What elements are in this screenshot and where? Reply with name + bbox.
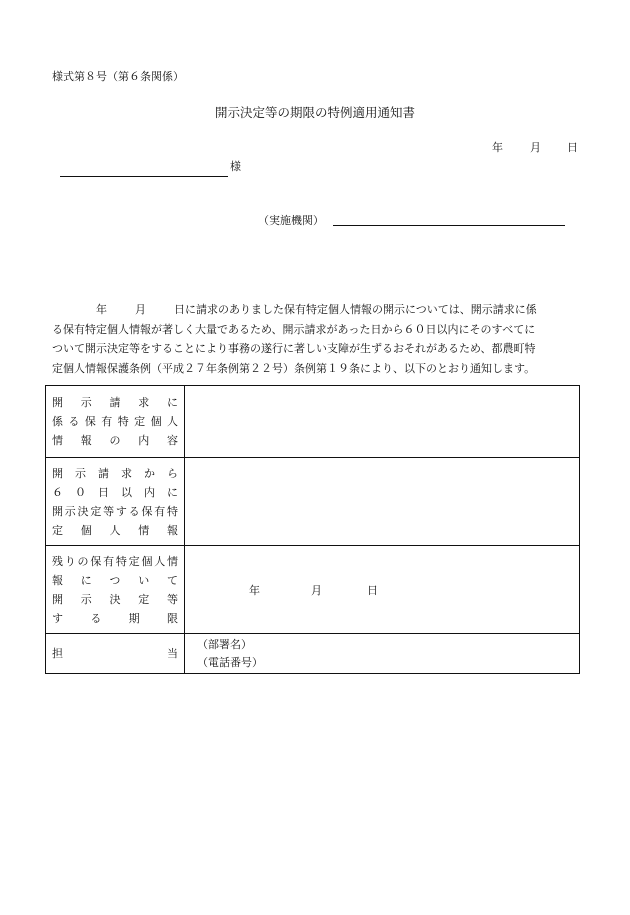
notice-details-table [45, 385, 580, 674]
label-remaining-deadline [46, 546, 185, 634]
body-line-4: 定個人情報保護条例（平成２７年条例第２２号）条例第１９条により、以下のとおり通知します。 [52, 361, 536, 375]
value-remaining-deadline[interactable] [185, 546, 580, 634]
body-line-1-text: 日に請求のありました保有特定個人情報の開示については、開示請求に係 [174, 303, 537, 316]
value-requested-info[interactable] [185, 386, 580, 458]
recipient-honorific: 様 [230, 160, 241, 173]
table-row-contact [46, 634, 580, 674]
deadline-year-label: 年 [249, 583, 260, 597]
agency-label: （実施機関） [258, 214, 324, 227]
body-line-1 [52, 300, 578, 320]
label-line: 係る保有特定個人 [52, 415, 178, 428]
label-line: する期限 [52, 611, 178, 625]
deadline-month-label: 月 [311, 583, 322, 597]
date-month-label: 月 [530, 141, 541, 154]
label-line: 報について [52, 573, 178, 587]
label-line: 開示請求から [52, 466, 178, 480]
deadline-day-label: 日 [367, 583, 378, 597]
label-contact [46, 634, 185, 674]
value-contact[interactable] [185, 634, 580, 674]
label-line: 定個人情報 [52, 523, 178, 537]
value-within-60-days[interactable] [185, 458, 580, 546]
label-line: 開示請求に [52, 396, 178, 409]
recipient-name-line [60, 176, 228, 177]
body-month: 月 [135, 303, 146, 316]
document-title: 開示決定等の期限の特例適用通知書 [214, 105, 415, 120]
label-within-60-days [46, 458, 185, 546]
label-line: 開示決定等 [52, 592, 178, 606]
date-year-label: 年 [492, 141, 503, 154]
label-line: 残りの保有特定個人情 [52, 554, 178, 568]
body-line-3: ついて開示決定等をすることにより事務の遂行に著しい支障が生ずるおそれがあるため、都農町特 [52, 342, 536, 355]
contact-department: （部署名） [197, 637, 252, 651]
deadline-date [185, 582, 579, 598]
body-line-2: る保有特定個人情報が著しく大量であるため、開示請求があった日から６０日以内にそのすべてに [52, 322, 536, 336]
label-line: 開示決定等する保有特 [52, 504, 178, 518]
label-line: 情報の内容 [52, 434, 178, 447]
contact-phone: （電話番号） [197, 655, 263, 669]
table-row-remaining-deadline [46, 546, 580, 634]
agency-name-line [333, 225, 565, 226]
table-row-within-60-days [46, 458, 580, 546]
form-number: 様式第８号（第６条関係） [52, 70, 184, 83]
label-requested-info [46, 386, 185, 458]
label-line: ６０日以内に [52, 485, 178, 499]
label-line: 担当 [52, 647, 178, 660]
table-row-requested-info [46, 386, 580, 458]
body-year: 年 [96, 303, 107, 316]
issue-date [492, 139, 578, 155]
date-day-label: 日 [567, 141, 578, 154]
notice-body [52, 300, 578, 378]
